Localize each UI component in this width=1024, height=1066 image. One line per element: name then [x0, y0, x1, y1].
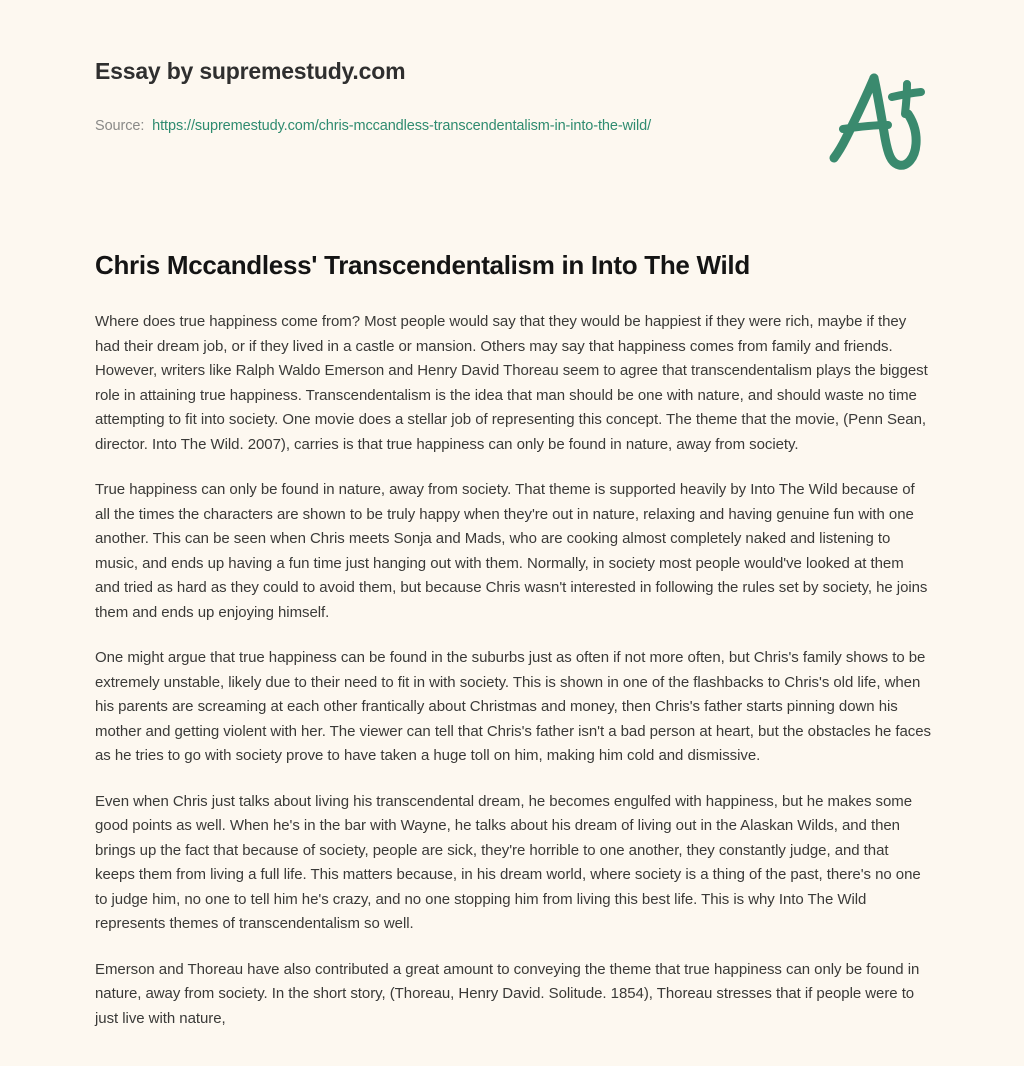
page-header [0, 0, 1024, 200]
source-url-link[interactable]: https://supremestudy.com/chris-mccandless-transcendentalism-in-into-the-wild/ [152, 118, 652, 134]
article-paragraph: Emerson and Thoreau have also contributed a great amount to conveying the theme that true happiness can only be found in nature, away from society. In the short story, (Thoreau, Henry David. Solitude. 1854), Thoreau stresses that if people were to just live with nature, [95, 960, 920, 1027]
article-paragraph: True happiness can only be found in nature, away from society. That theme is supported heavily by Into The Wild because of all the times the characters are shown to be truly happy when they're out in nature, relaxing and having genuine fun with one another. This can be seen when Chris meets Sonja and Mads, who are cooking almost completely naked and listening to music, and ends up having a fun time just hanging out with them. Normally, in society most people would've looked at them and tried as hard as they could to avoid them, but because Chris wasn't interested in following the rules set by society, he joins them and ends up enjoying himself. [95, 481, 928, 621]
article [95, 248, 931, 1031]
brand-label: Essay by supremestudy.com [95, 58, 406, 84]
article-body [95, 310, 931, 1031]
page-title: Chris Mccandless' Transcendentalism in Into The Wild [95, 250, 750, 280]
source-line [95, 118, 651, 134]
article-paragraph: Where does true happiness come from? Most people would say that they would be happiest if they were rich, maybe if they had their dream job, or if they lived in a castle or mansion. Others may say that happiness comes from family and friends. However, writers like Ralph Waldo Emerson and Henry David Thoreau seem to agree that transcendentalism plays the biggest role in attaining true happiness. Transcendentalism is the idea that man should be one with nature, and should waste no time attempting to fit into society. One movie does a stellar job of representing this concept. The theme that the movie, (Penn Sean, director. Into The Wild. 2007), carries is that true happiness can only be found in nature, away from society. [95, 313, 928, 453]
article-paragraph: Even when Chris just talks about living his transcendental dream, he becomes engulfed with happiness, but he makes some good points as well. When he's in the bar with Wayne, he talks about his dream of living out in the Alaskan Wilds, and then brings up the fact that because of society, people are sick, they're horrible to one another, they constantly judge, and that keeps them from living a full life. This matters because, in his dream world, where society is a thing of the past, there's no one to judge him, no one to tell him he's crazy, and no one stopping him from living this best life. This is why Into The Wild represents themes of transcendentalism so well. [95, 792, 921, 932]
site-logo[interactable] [812, 62, 942, 172]
article-paragraph: One might argue that true happiness can be found in the suburbs just as often if not more often, but Chris's family shows to be extremely unstable, likely due to their need to fit in with society. This is shown in one of the flashbacks to Chris's old life, when his parents are screaming at each other frantically about Christmas and money, then Chris's father starts pinning down his mother and getting violent with her. The viewer can tell that Chris's father isn't a bad person at heart, but the obstacles he faces as he tries to go with society prove to have taken a huge toll on him, making him cold and dismissive. [95, 649, 931, 764]
source-prefix-label: Source: [95, 118, 145, 134]
a-plus-logo-icon [812, 62, 942, 172]
